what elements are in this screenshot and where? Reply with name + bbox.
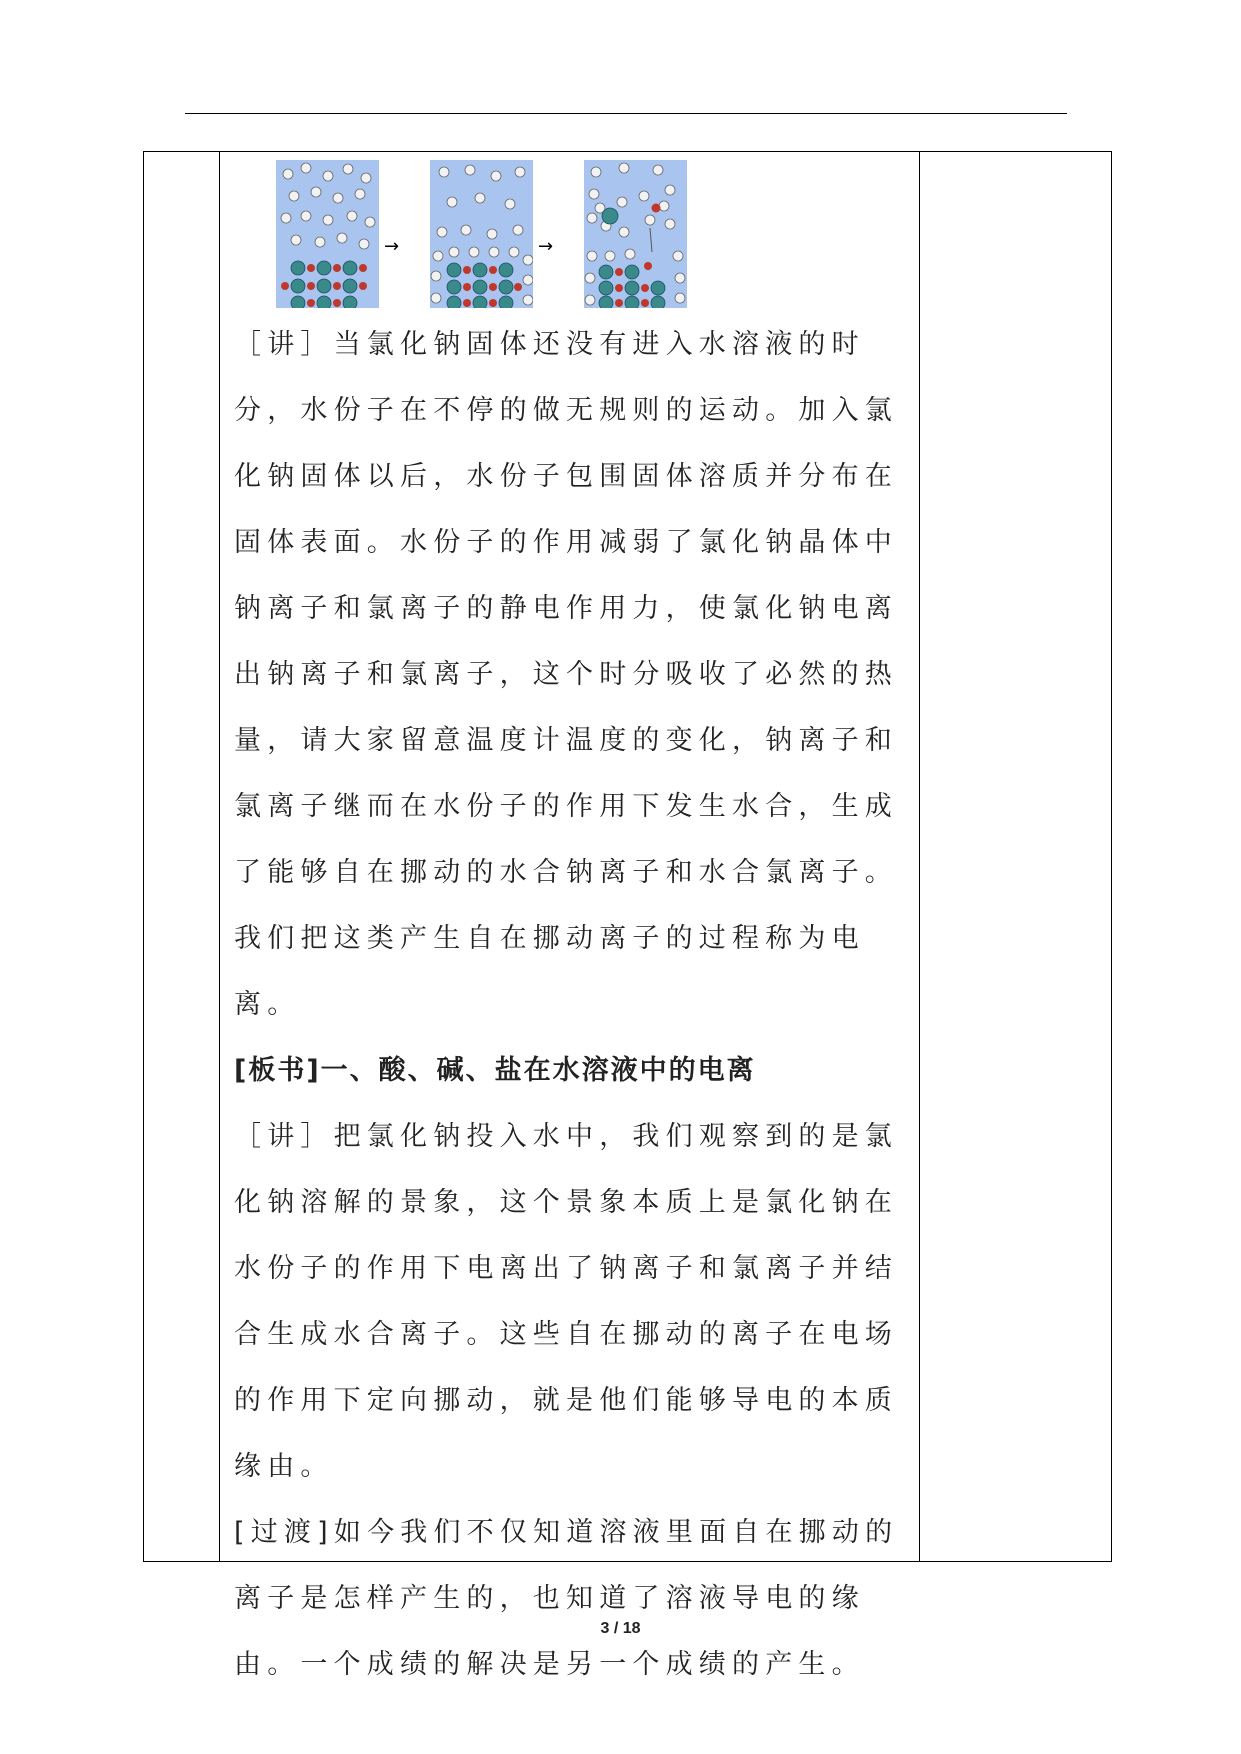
transition-paragraph: [过渡]如今我们不仅知道溶液里面自在挪动的离子是怎样产生的，也知道了溶液导电的缘由。一个成绩的解决是另一个成绩的产生。	[234, 1517, 899, 1680]
lecture-paragraph-1: ［讲］当氯化钠固体还没有进入水溶液的时分，水份子在不停的做无规则的运动。加入氯化钠固体以后，水份子包围固体溶质并分布在固体表面。水份子的作用减弱了氯化钠晶体中钠离子和氯离子的静电作用力，使氯化钠电离出钠离子和氯离子，这个时分吸收了必然的热量，请大家留意温度计温度的变化，钠离子和氯离子继而在水份子的作用下发生水合，生成了能够自在挪动的水合钠离子和水合氯离子。我们把这类产生自在挪动离子的过程称为电离。	[234, 329, 898, 1020]
dissolution-stage-2-image	[430, 160, 533, 308]
column-divider-right	[919, 152, 920, 1561]
dissolution-figure	[234, 152, 912, 312]
page-number: 3 / 18	[600, 1620, 641, 1637]
dissolution-stage-1-image	[276, 160, 379, 308]
lesson-content	[234, 152, 912, 1698]
arrow-icon: →	[538, 236, 554, 257]
lecture-paragraph-2: ［讲］把氯化钠投入水中，我们观察到的是氯化钠溶解的景象，这个景象本质上是氯化钠在水份子的作用下电离出了钠离子和氯离子并结合生成水合离子。这些自在挪动的离子在电场的作用下定向挪动，就是他们能够导电的本质缘由。	[234, 1121, 898, 1482]
column-divider-left	[219, 152, 220, 1561]
dissolution-stage-3-image	[584, 160, 687, 308]
header-rule	[185, 113, 1067, 114]
blackboard-heading: [板书]一、酸、碱、盐在水溶液中的电离	[234, 1055, 756, 1086]
arrow-icon: →	[384, 236, 400, 257]
